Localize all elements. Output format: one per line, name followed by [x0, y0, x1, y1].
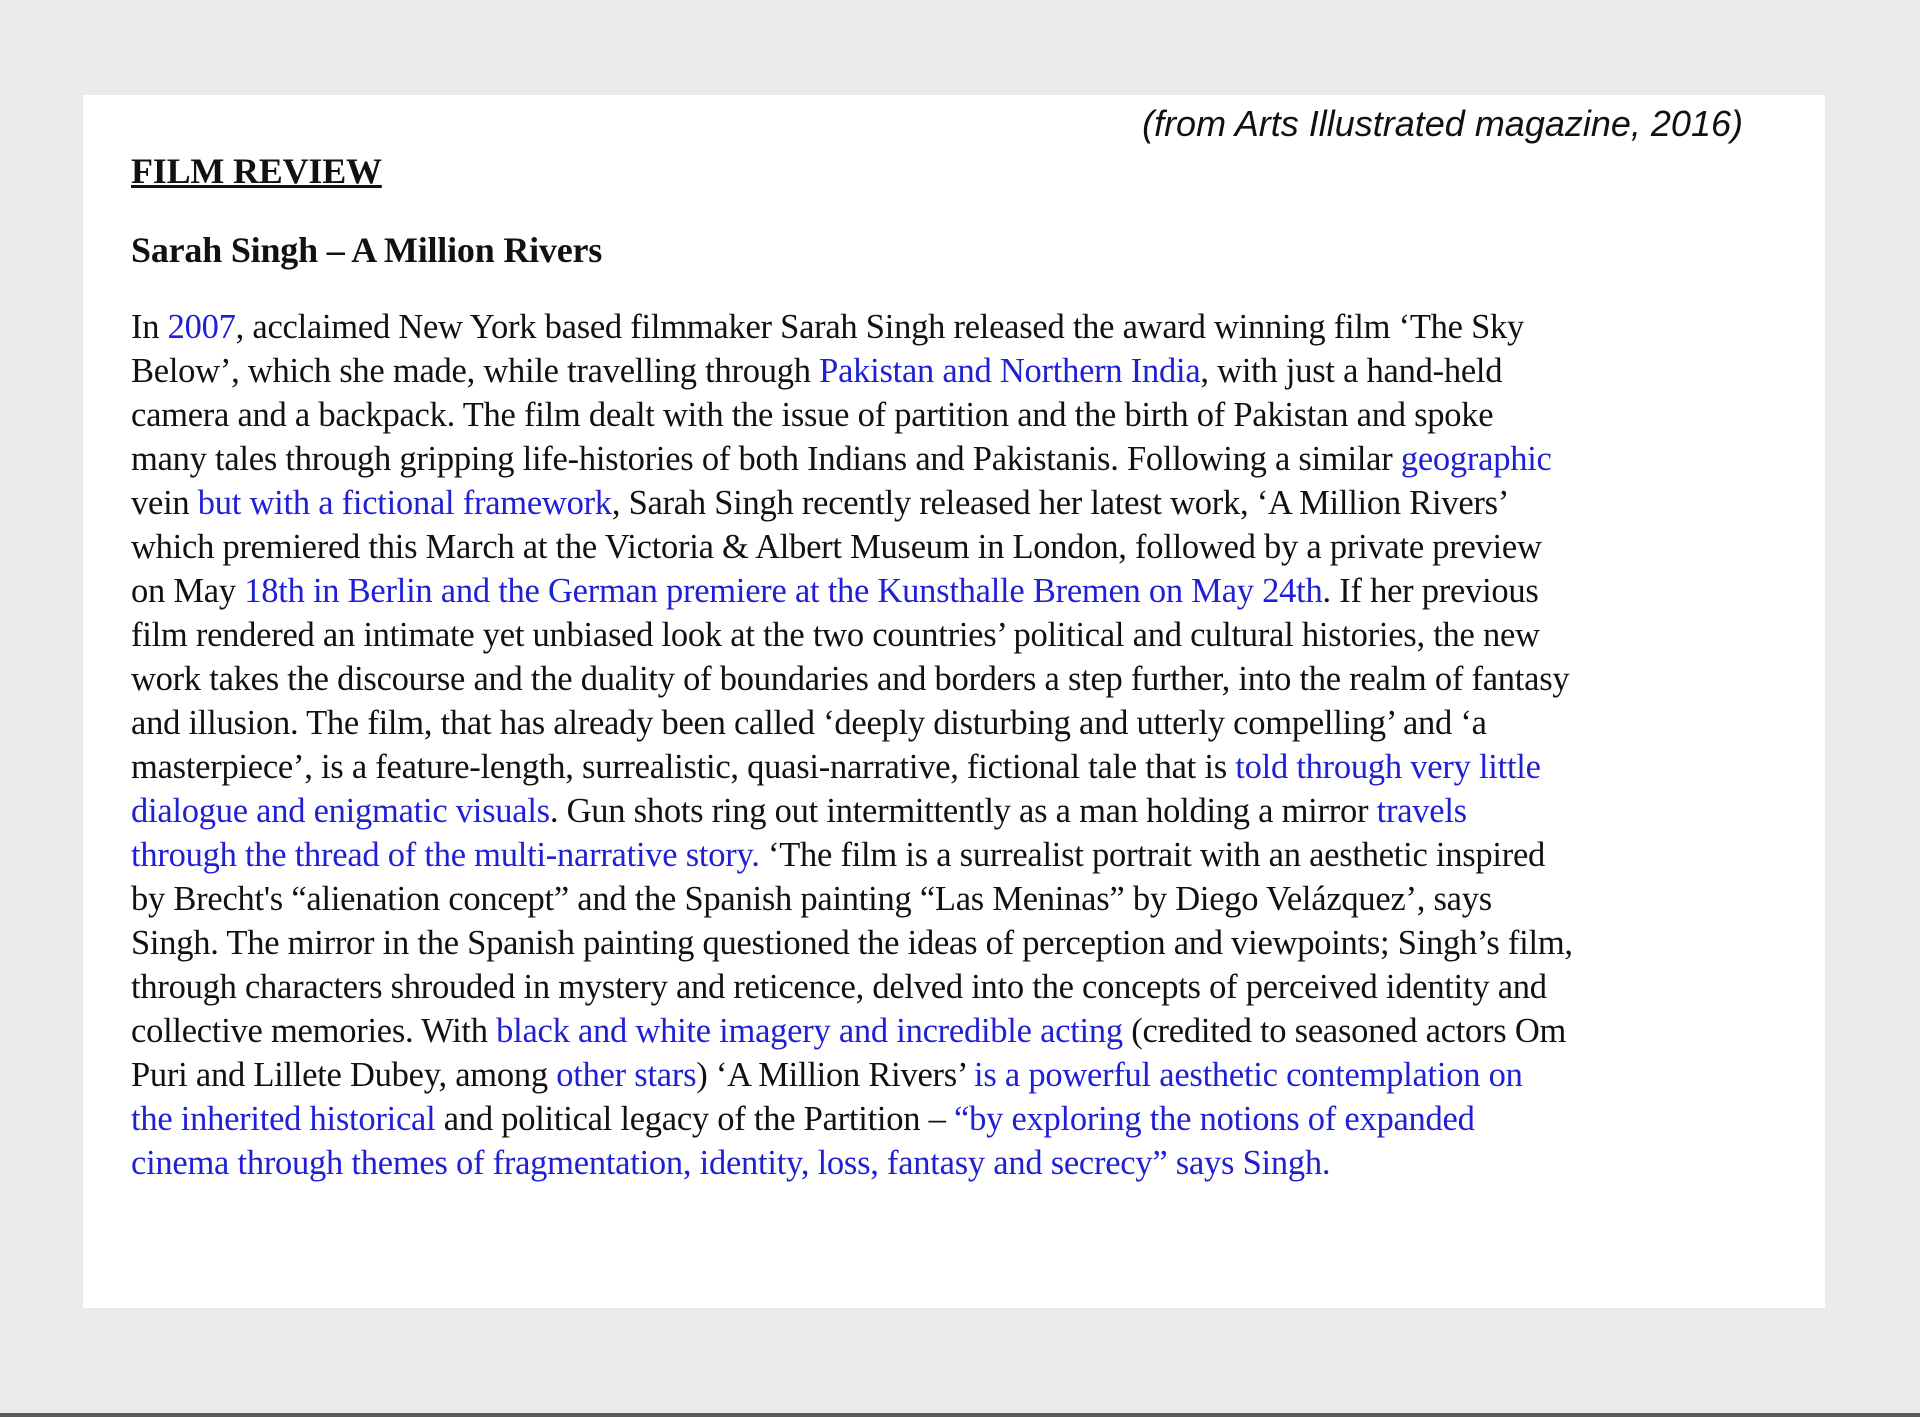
highlighted-text: “by exploring the notions of expanded [954, 1100, 1475, 1138]
body-line [131, 393, 1791, 437]
section-label: FILM REVIEW [131, 151, 382, 191]
body-text-segment: ) ‘A Million Rivers’ [696, 1056, 975, 1094]
highlighted-text: other stars [556, 1056, 697, 1094]
body-line [131, 1009, 1791, 1053]
body-text-segment: . If her previous [1322, 572, 1539, 610]
body-text-segment: film rendered an intimate yet unbiased look at the two countries’ political and cultural histories, the new [131, 616, 1540, 654]
body-text-segment: which premiered this March at the Victoria & Albert Museum in London, followed by a private preview [131, 528, 1542, 566]
article-body [131, 305, 1791, 1185]
body-line [131, 525, 1791, 569]
body-line [131, 1053, 1791, 1097]
body-line [131, 305, 1791, 349]
highlighted-text: the inherited historical [131, 1100, 436, 1138]
body-line [131, 569, 1791, 613]
body-text-segment: and political legacy of the Partition – [435, 1100, 955, 1138]
highlighted-text: dialogue and enigmatic visuals [131, 792, 550, 830]
body-line [131, 657, 1791, 701]
body-line [131, 437, 1791, 481]
body-line [131, 965, 1791, 1009]
highlighted-text: told through very little [1235, 748, 1541, 786]
body-text-segment: , Sarah Singh recently released her latest work, ‘A Million Rivers’ [611, 484, 1510, 522]
highlighted-text: geographic [1400, 440, 1552, 478]
body-line [131, 745, 1791, 789]
body-text-segment: by Brecht's “alienation concept” and the Spanish painting “Las Meninas” by Diego Velázquez’, says [131, 880, 1492, 918]
highlighted-text: black and white imagery and incredible acting [496, 1012, 1123, 1050]
body-text-segment: . Gun shots ring out intermittently as a man holding a mirror [549, 792, 1377, 830]
highlighted-text: is a powerful aesthetic contemplation on [974, 1056, 1523, 1094]
body-text-segment: vein [131, 484, 198, 522]
bottom-border [0, 1413, 1920, 1417]
highlighted-text: Pakistan and Northern India [819, 352, 1201, 390]
body-line [131, 877, 1791, 921]
body-text-segment: (credited to seasoned actors Om [1122, 1012, 1567, 1050]
document-page [83, 95, 1825, 1308]
highlighted-text: travels [1376, 792, 1467, 830]
body-text-segment: , with just a hand-held [1200, 352, 1503, 390]
body-text-segment: Singh. The mirror in the Spanish painting questioned the ideas of perception and viewpoints; Singh’s film, [131, 924, 1573, 962]
highlighted-text: cinema through themes of fragmentation, identity, loss, fantasy and secrecy” says Singh. [131, 1144, 1331, 1182]
body-line [131, 481, 1791, 525]
body-line [131, 701, 1791, 745]
body-text-segment: ‘The film is a surrealist portrait with an aesthetic inspired [759, 836, 1546, 874]
body-text-segment: collective memories. With [131, 1012, 497, 1050]
body-text-segment: on May [131, 572, 245, 610]
source-note: (from Arts Illustrated magazine, 2016) [1142, 103, 1743, 144]
highlighted-text: through the thread of the multi-narrative story. [131, 836, 760, 874]
body-text-segment: through characters shrouded in mystery and reticence, delved into the concepts of perceived identity and [131, 968, 1547, 1006]
body-line [131, 349, 1791, 393]
article-headline: Sarah Singh – A Million Rivers [131, 230, 603, 270]
body-line [131, 1097, 1791, 1141]
body-text-segment: work takes the discourse and the duality of boundaries and borders a step further, into the realm of fantasy [131, 660, 1570, 698]
body-text-segment: , acclaimed New York based filmmaker Sarah Singh released the award winning film ‘The Sky [235, 308, 1525, 346]
body-text-segment: masterpiece’, is a feature-length, surrealistic, quasi-narrative, fictional tale that is [131, 748, 1236, 786]
highlighted-text: 18th in Berlin and the German premiere at the Kunsthalle Bremen on May 24th [244, 572, 1323, 610]
body-text-segment: and illusion. The film, that has already been called ‘deeply disturbing and utterly compelling’ and ‘a [131, 704, 1487, 742]
body-line [131, 833, 1791, 877]
body-text-segment: camera and a backpack. The film dealt with the issue of partition and the birth of Pakistan and spoke [131, 396, 1494, 434]
body-line [131, 921, 1791, 965]
body-line [131, 1141, 1791, 1185]
body-line [131, 789, 1791, 833]
highlighted-text: but with a fictional framework [197, 484, 612, 522]
body-text-segment: In [131, 308, 168, 346]
highlighted-text: 2007 [167, 308, 236, 346]
body-text-segment: Below’, which she made, while travelling through [131, 352, 820, 390]
body-line [131, 613, 1791, 657]
body-text-segment: Puri and Lillete Dubey, among [131, 1056, 557, 1094]
body-text-segment: many tales through gripping life-histories of both Indians and Pakistanis. Following a similar [131, 440, 1401, 478]
